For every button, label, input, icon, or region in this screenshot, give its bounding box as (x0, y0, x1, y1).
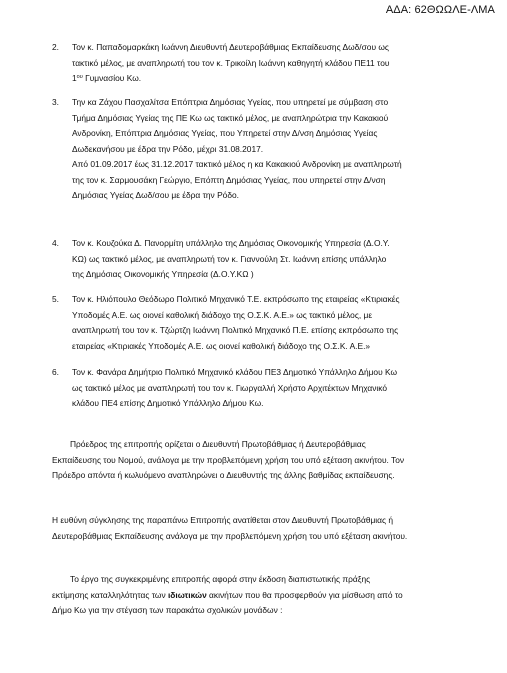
item-text (72, 40, 472, 87)
text-line: Η ευθύνη σύγκλησης της παραπάνω Επιτροπής ανατίθεται στον Διευθυντή Πρωτοβάθμιας ή (52, 515, 394, 525)
text-line: Πρόεδρο απόντα ή κωλυόμενο αναπληρώνει ο Διευθυντής της άλλης βαθμίδας εκπαίδευσης. (52, 470, 395, 480)
bold-word: ιδιωτικών (167, 589, 207, 600)
line-rest: Γυμνασίου Κω. (82, 73, 142, 83)
convening-paragraph (52, 513, 472, 544)
item-number: 2. (52, 42, 59, 52)
text-line: Τον κ. Παπαδομαρκάκη Ιωάννη Διευθυντή Δευτεροβάθμιας Εκπαίδευσης Δωδ/σου ως (72, 42, 389, 52)
text-line: Τον κ. Φανάρα Δημήτριο Πολιτικό Μηχανικό κλάδου ΠΕ3 Δημοτικό Υπάλληλο Δήμου Κω (72, 367, 398, 377)
item-number: 6. (52, 367, 59, 377)
text-line: της Δημόσιας Οικονομικής Υπηρεσία (Δ.Ο.Υ.ΚΩ ) (72, 269, 254, 279)
text-line: εταιρείας «Κτιριακές Υποδομές Α.Ε. ως οιονεί καθολική διάδοχο της Ο.Σ.Κ. Α.Ε.» (72, 340, 371, 351)
chairman-paragraph (52, 437, 472, 484)
line-start: εκτίμησης καταλληλότητας των (52, 589, 168, 600)
text-line: Τον κ. Κουζούκα Δ. Πανορμίτη υπάλληλο της Δημόσιας Οικονομικής Υπηρεσία (Δ.Ο.Υ. (72, 238, 390, 248)
item-number: 3. (52, 97, 59, 107)
text-line: Υποδομές Α.Ε. ως οιονεί καθολική διάδοχο της Ο.Σ.Κ. Α.Ε.» ως τακτικό μέλος, με (72, 309, 373, 320)
item-text (72, 95, 472, 204)
text-line: Πρόεδρος της επιτροπής ορίζεται ο Διευθυντή Πρωτοβάθμιας ή Δευτεροβάθμιας (70, 439, 366, 449)
item-text (72, 236, 472, 283)
text-line: Δημόσιας Υγείας Δωδ/σου με έδρα την Ρόδο. (72, 190, 239, 200)
text-line: Το έργο της συγκεκριμένης επιτροπής αφορά στην έκδοση διαπιστωτικής πράξης (70, 574, 371, 584)
ada-code: ΑΔΑ: 62ΘΩΩΛΕ-ΛΜΑ (385, 4, 495, 16)
text-line: τακτικό μέλος, με αναπληρωτή του τον κ. Τρικοίλη Ιωάννη καθηγητή κλάδου ΠΕ11 του (72, 57, 390, 68)
line-end: ακινήτων που θα προσφερθούν για μίσθωση από το (206, 589, 403, 600)
item-number: 4. (52, 238, 59, 248)
task-paragraph (52, 572, 472, 619)
text-line: της τον κ. Σαρμουσάκη Γεώργιο, Επόπτη Δημόσιας Υγείας, που υπηρετεί στην Δ/νση (72, 174, 386, 185)
text-line: ΚΩ) ως τακτικό μέλος, με αναπληρωτή τον κ. Γιαννούλη Στ. Ιωάννη επίσης υπάλληλο (72, 253, 387, 264)
text-line (52, 588, 472, 604)
item-text (72, 365, 472, 412)
text-line: Εκπαίδευσης του Νομού, ανάλογα με την προβλεπόμενη χρήση του υπό εξέταση ακινήτου. Τον (52, 454, 405, 465)
text-line: Δωδεκανήσου με έδρα την Ρόδο, μέχρι 31.08.2017. (72, 143, 264, 154)
text-line (72, 71, 472, 87)
text-line: κλάδου ΠΕ4 επίσης Δημοτικό Υπάλληλο Δήμου Κω. (72, 398, 264, 408)
text-line: Ανδρονίκη, Επόπτρια Δημόσιας Υγείας, που Υπηρετεί στην Δ/νση Δημόσιας Υγείας (72, 128, 378, 138)
text-line: Τμήμα Δημόσιας Υγείας της ΠΕ Κω ως τακτικό μέλος, με αναπληρώτρια την Κακακιού (72, 112, 389, 123)
text-line: Δήμο Κω για την στέγαση των παρακάτω σχολικών μονάδων : (52, 605, 283, 615)
text-line: αναπληρωτή του τον κ. Τζώρτζη Ιωάννη Πολιτικό Μηχανικό Π.Ε. επίσης εκπρόσωπο της (72, 325, 399, 335)
text-line: Από 01.09.2017 έως 31.12.2017 τακτικό μέλος η κα Κακακιού Ανδρονίκη με αναπληρωτή (72, 159, 402, 169)
item-text (72, 292, 472, 354)
text-line: Την κα Ζάχου Πασχαλίτσα Επόπτρια Δημόσιας Υγείας, που υπηρετεί με σύμβαση στο (72, 97, 389, 107)
text-line: Τον κ. Ηλιόπουλο Θεόδωρο Πολιτικό Μηχανικό Τ.Ε. εκπρόσωπο της εταιρείας «Κτιριακές (72, 294, 400, 304)
text-line: ως τακτικό μέλος με αναπληρωτή του τον κ. Γιωργαλλή Χρήστο Αρχιτέκτων Μηχανικό (72, 382, 388, 393)
text-line: Δευτεροβάθμιας Εκπαίδευσης ανάλογα με την προβλεπόμενη χρήση του υπό εξέταση ακινήτου. (52, 530, 408, 541)
ordinal-suffix: ου (76, 74, 83, 80)
ordinal-number: 1 (72, 73, 77, 83)
item-number: 5. (52, 294, 59, 304)
